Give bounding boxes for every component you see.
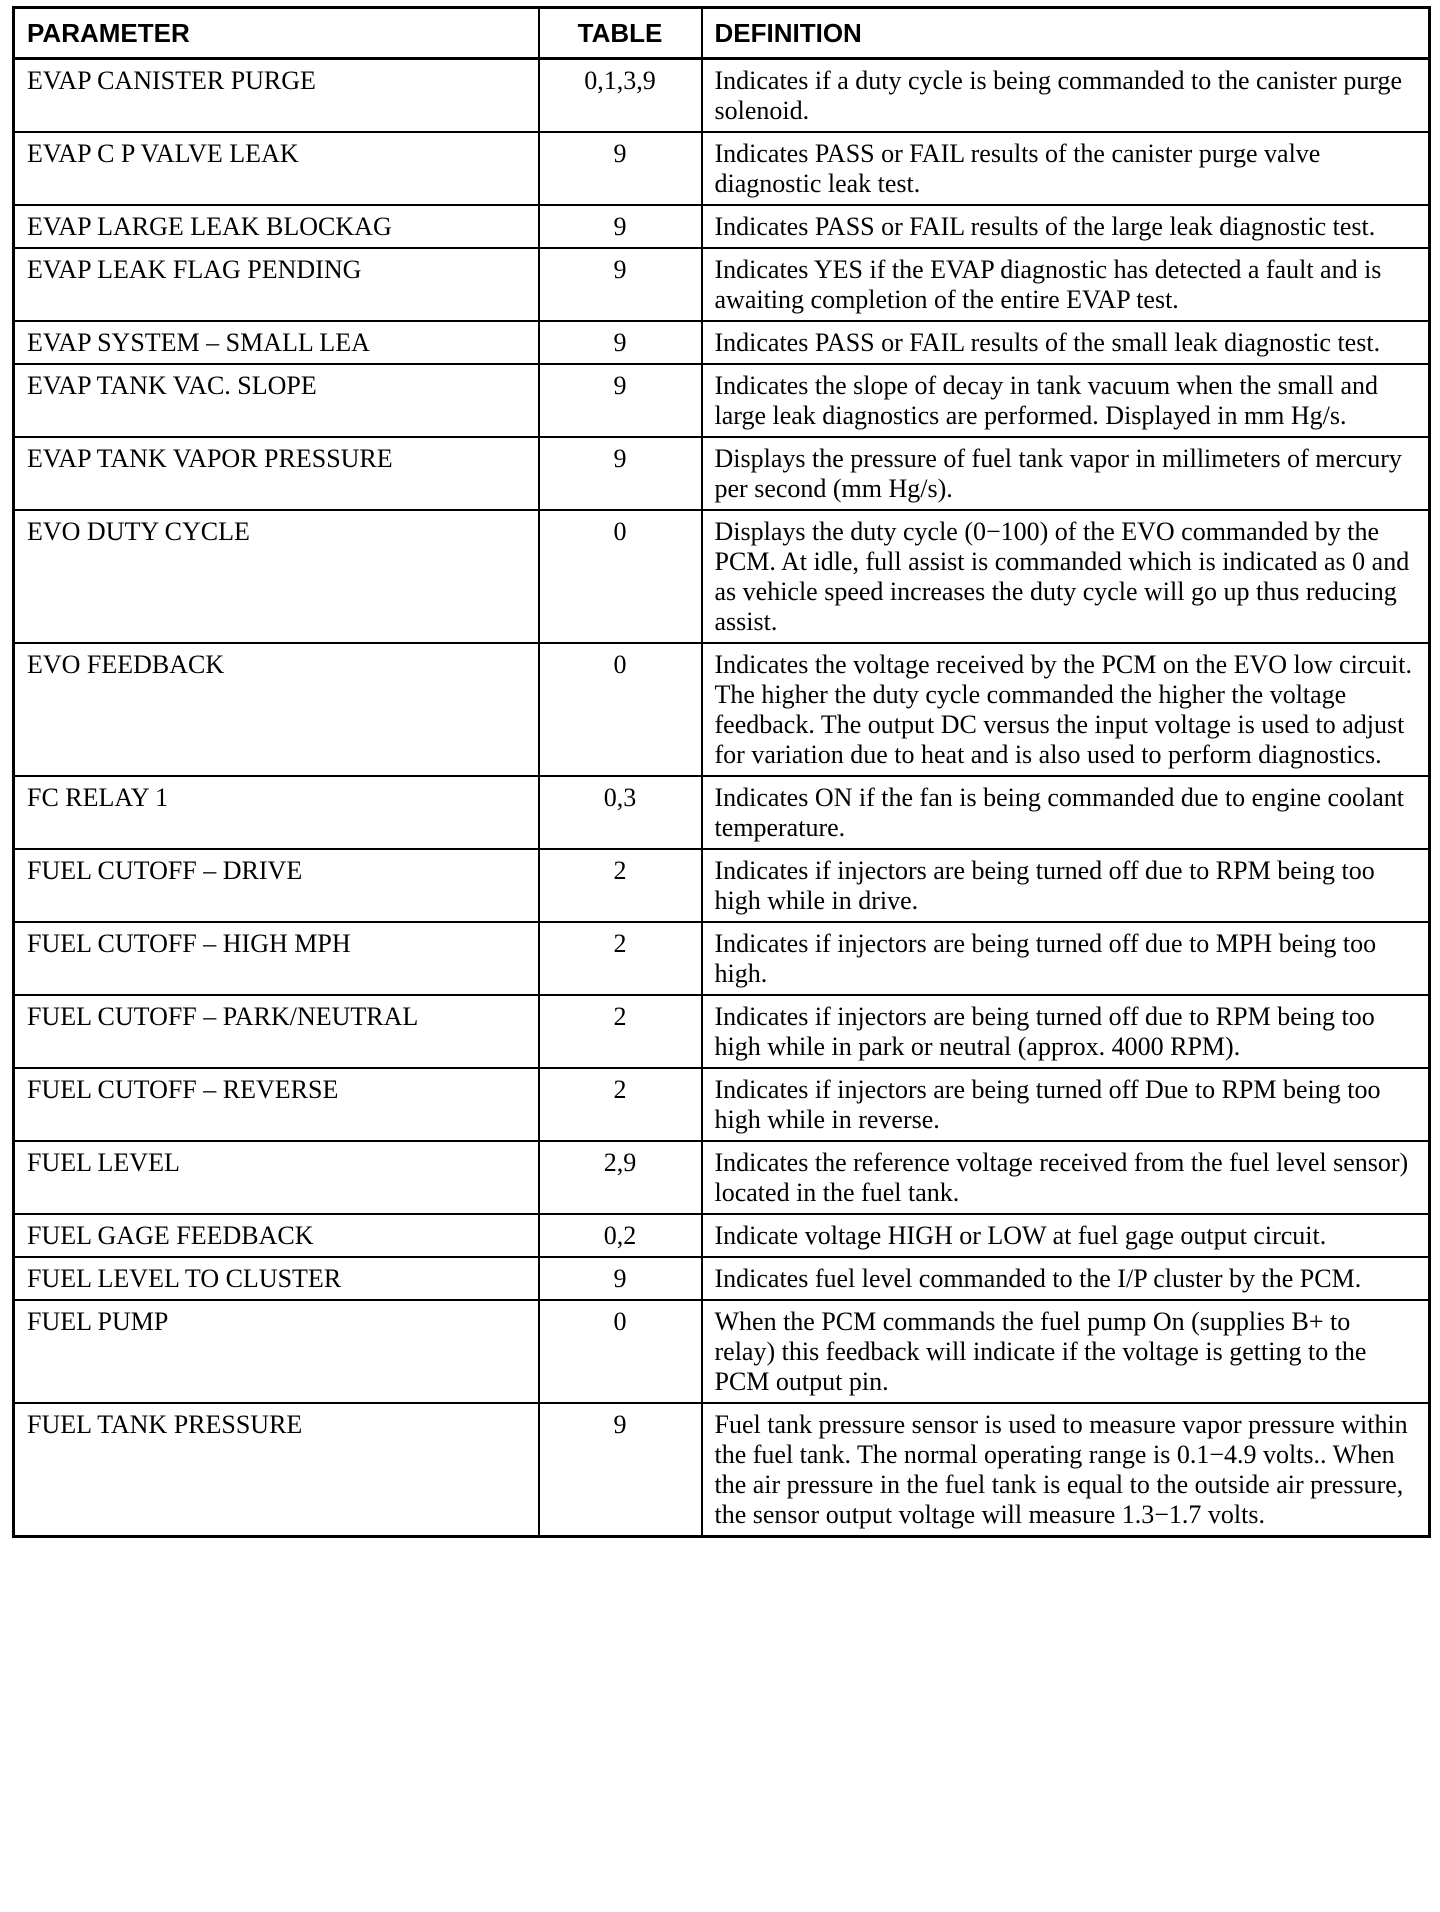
cell-table: 9 [539, 205, 702, 248]
cell-definition: Indicates if injectors are being turned off due to RPM being too high while in park or neutral (approx. 4000 RPM). [702, 995, 1430, 1068]
cell-parameter: EVO DUTY CYCLE [14, 510, 539, 643]
table-row [14, 643, 1430, 776]
table-row [14, 132, 1430, 205]
table-row [14, 321, 1430, 364]
table-row [14, 364, 1430, 437]
table-row [14, 1300, 1430, 1403]
cell-definition: Indicates PASS or FAIL results of the canister purge valve diagnostic leak test. [702, 132, 1430, 205]
cell-table: 0 [539, 1300, 702, 1403]
cell-definition: Indicates if a duty cycle is being commanded to the canister purge solenoid. [702, 59, 1430, 133]
cell-parameter: EVAP TANK VAPOR PRESSURE [14, 437, 539, 510]
cell-definition: Displays the duty cycle (0−100) of the EVO commanded by the PCM. At idle, full assist is commanded which is indicated as 0 and as vehicle speed increases the duty cycle will go up thus reducing assist. [702, 510, 1430, 643]
cell-table: 9 [539, 248, 702, 321]
parameter-table [12, 6, 1431, 1538]
cell-definition: Indicates YES if the EVAP diagnostic has detected a fault and is awaiting completion of the entire EVAP test. [702, 248, 1430, 321]
cell-table: 2 [539, 849, 702, 922]
cell-table: 0 [539, 643, 702, 776]
cell-definition: Indicates the reference voltage received from the fuel level sensor) located in the fuel tank. [702, 1141, 1430, 1214]
table-row [14, 776, 1430, 849]
cell-table: 9 [539, 132, 702, 205]
cell-table: 9 [539, 1403, 702, 1537]
cell-table: 9 [539, 321, 702, 364]
cell-definition: When the PCM commands the fuel pump On (supplies B+ to relay) this feedback will indicate if the voltage is getting to the PCM output pin. [702, 1300, 1430, 1403]
cell-definition: Indicates if injectors are being turned off due to RPM being too high while in drive. [702, 849, 1430, 922]
cell-parameter: FUEL TANK PRESSURE [14, 1403, 539, 1537]
cell-parameter: EVAP TANK VAC. SLOPE [14, 364, 539, 437]
cell-definition: Indicates fuel level commanded to the I/P cluster by the PCM. [702, 1257, 1430, 1300]
cell-parameter: FUEL CUTOFF – PARK/NEUTRAL [14, 995, 539, 1068]
cell-parameter: EVAP CANISTER PURGE [14, 59, 539, 133]
cell-definition: Indicates PASS or FAIL results of the large leak diagnostic test. [702, 205, 1430, 248]
cell-parameter: EVAP LEAK FLAG PENDING [14, 248, 539, 321]
cell-table: 2 [539, 995, 702, 1068]
table-row [14, 510, 1430, 643]
cell-parameter: EVAP SYSTEM – SMALL LEA [14, 321, 539, 364]
header-definition: DEFINITION [702, 8, 1430, 59]
cell-parameter: FUEL LEVEL TO CLUSTER [14, 1257, 539, 1300]
table-row [14, 248, 1430, 321]
table-row [14, 59, 1430, 133]
table-row [14, 1068, 1430, 1141]
table-body [14, 59, 1430, 1537]
cell-parameter: FUEL PUMP [14, 1300, 539, 1403]
cell-table: 2 [539, 1068, 702, 1141]
cell-definition: Fuel tank pressure sensor is used to measure vapor pressure within the fuel tank. The normal operating range is 0.1−4.9 volts.. When the air pressure in the fuel tank is equal to the outside air pressure, the sensor output voltage will measure 1.3−1.7 volts. [702, 1403, 1430, 1537]
cell-definition: Indicates the slope of decay in tank vacuum when the small and large leak diagnostics are performed. Displayed in mm Hg/s. [702, 364, 1430, 437]
table-row [14, 437, 1430, 510]
cell-definition: Indicates the voltage received by the PCM on the EVO low circuit. The higher the duty cycle commanded the higher the voltage feedback. The output DC versus the input voltage is used to adjust for variation due to heat and is also used to perform diagnostics. [702, 643, 1430, 776]
cell-table: 9 [539, 437, 702, 510]
cell-parameter: FUEL GAGE FEEDBACK [14, 1214, 539, 1257]
table-row [14, 922, 1430, 995]
table-row [14, 849, 1430, 922]
cell-definition: Indicates PASS or FAIL results of the small leak diagnostic test. [702, 321, 1430, 364]
cell-definition: Indicates if injectors are being turned off Due to RPM being too high while in reverse. [702, 1068, 1430, 1141]
cell-parameter: FC RELAY 1 [14, 776, 539, 849]
cell-parameter: EVO FEEDBACK [14, 643, 539, 776]
table-row [14, 205, 1430, 248]
cell-definition: Indicates if injectors are being turned off due to MPH being too high. [702, 922, 1430, 995]
cell-definition: Indicate voltage HIGH or LOW at fuel gage output circuit. [702, 1214, 1430, 1257]
header-table: TABLE [539, 8, 702, 59]
cell-table: 0 [539, 510, 702, 643]
cell-parameter: FUEL CUTOFF – HIGH MPH [14, 922, 539, 995]
cell-table: 2,9 [539, 1141, 702, 1214]
header-parameter: PARAMETER [14, 8, 539, 59]
table-header [14, 8, 1430, 59]
cell-table: 0,3 [539, 776, 702, 849]
cell-table: 0,2 [539, 1214, 702, 1257]
table-row [14, 1403, 1430, 1537]
cell-table: 9 [539, 364, 702, 437]
header-row [14, 8, 1430, 59]
cell-parameter: FUEL CUTOFF – DRIVE [14, 849, 539, 922]
cell-table: 2 [539, 922, 702, 995]
cell-table: 0,1,3,9 [539, 59, 702, 133]
cell-parameter: FUEL LEVEL [14, 1141, 539, 1214]
cell-parameter: EVAP C P VALVE LEAK [14, 132, 539, 205]
table-row [14, 1141, 1430, 1214]
cell-parameter: EVAP LARGE LEAK BLOCKAG [14, 205, 539, 248]
table-row [14, 1214, 1430, 1257]
table-row [14, 995, 1430, 1068]
cell-table: 9 [539, 1257, 702, 1300]
cell-definition: Indicates ON if the fan is being commanded due to engine coolant temperature. [702, 776, 1430, 849]
document-page [12, 6, 1428, 1538]
cell-parameter: FUEL CUTOFF – REVERSE [14, 1068, 539, 1141]
cell-definition: Displays the pressure of fuel tank vapor in millimeters of mercury per second (mm Hg/s). [702, 437, 1430, 510]
table-row [14, 1257, 1430, 1300]
